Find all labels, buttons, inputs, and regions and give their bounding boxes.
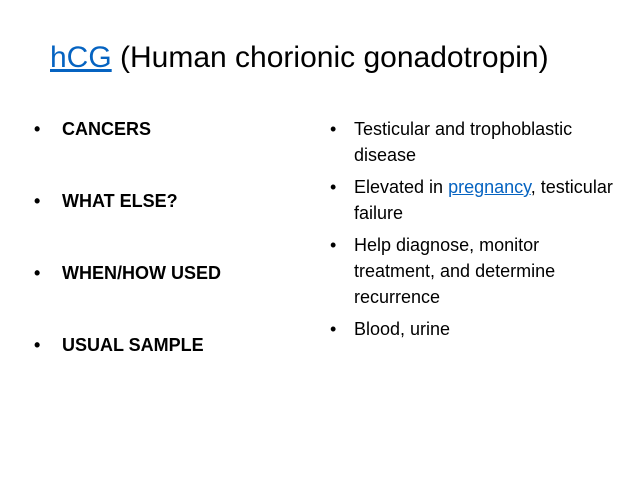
answer-text: Testicular and trophoblastic disease [354,119,573,165]
question-label: USUAL SAMPLE [62,335,204,355]
question-label: WHEN/HOW USED [62,263,221,283]
pregnancy-link[interactable]: pregnancy [448,177,531,197]
bullet-icon: • [330,177,337,197]
list-item [330,316,620,342]
answer-text: Blood, urine [354,319,451,339]
list-item [34,116,304,188]
question-label: CANCERS [62,119,152,139]
bullet-icon: • [34,191,41,211]
bullet-icon: • [34,263,41,283]
list-item [330,174,620,226]
bullet-icon: • [330,119,337,139]
bullet-icon: • [330,235,337,255]
hcg-link[interactable]: hCG [50,41,112,74]
list-item [330,116,620,168]
bullet-icon: • [330,319,337,339]
title-rest: (Human chorionic gonadotropin) [111,41,549,74]
slide-title [50,38,549,78]
bullet-icon: • [34,335,41,355]
answer-text-pre: Elevated in [354,177,449,197]
list-item [34,332,304,404]
answer-text-post: , testicular failure [354,177,613,223]
list-item [34,260,304,332]
answer-list [330,116,620,348]
bullet-icon: • [34,119,41,139]
list-item [330,232,620,310]
list-item [34,188,304,260]
answer-text: Help diagnose, monitor treatment, and determine recurrence [354,235,556,307]
question-label: WHAT ELSE? [62,191,178,211]
question-list [34,116,304,404]
